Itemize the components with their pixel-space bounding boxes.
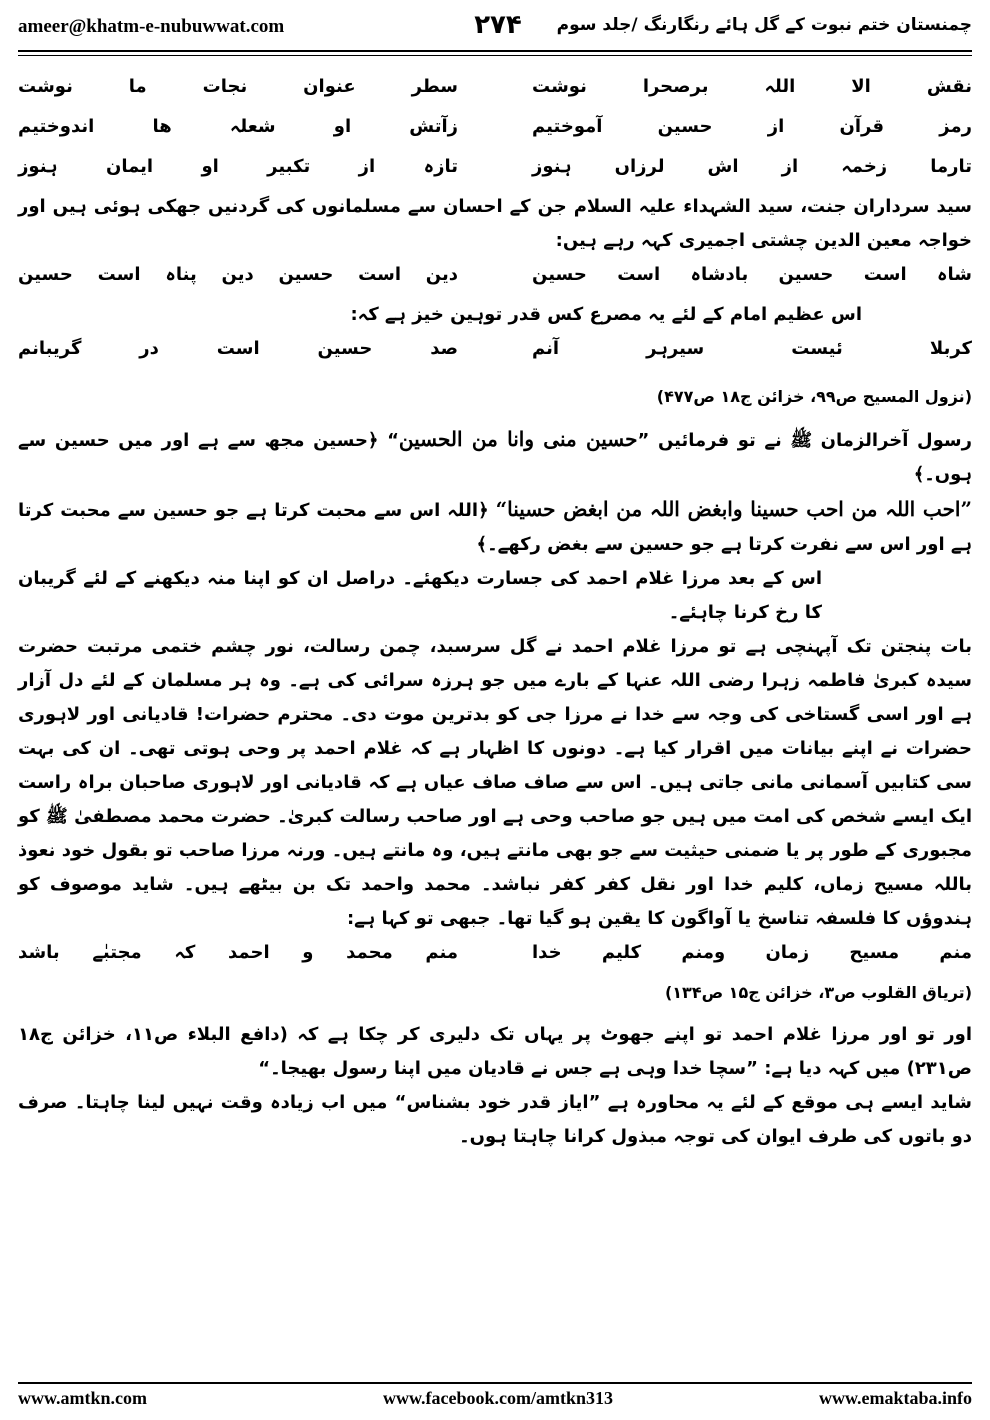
- verse-word: نقش: [926, 76, 972, 97]
- paragraph-hadith-husain: [18, 422, 972, 492]
- hemistich-right: [532, 942, 972, 963]
- paragraph-sardaran: سید سرداران جنت، سید الشہداء علیہ السلام جن کے احسان سے مسلمانوں کی گردنیں جھکی ہوئی ہیں اور خواجہ معین الدین چشتی اجمیری کہہ رہے ہیں:: [18, 196, 972, 251]
- verse-word: سطر: [411, 76, 458, 97]
- verse-word: الا: [851, 76, 871, 97]
- verse-word: رمز: [939, 116, 972, 137]
- verse-word: زآتش: [409, 116, 458, 137]
- verse-line-2: [18, 110, 972, 150]
- page-number: ۲۷۴: [474, 10, 522, 40]
- footer-link-emaktaba: www.emaktaba.info: [818, 1388, 972, 1408]
- verse-word: شاہ: [936, 264, 972, 285]
- verse-word: است: [358, 264, 402, 285]
- verse-word: ما: [128, 76, 147, 97]
- book-title: چمنستان ختم نبوت کے گل ہائے رنگارنگ /جلد سوم: [556, 15, 972, 35]
- verse-word: محمد: [346, 942, 393, 963]
- verse-word: کربلا: [929, 338, 972, 359]
- hemistich-right: [532, 264, 972, 285]
- footer-link-amtkn: www.amtkn.com: [18, 1388, 147, 1408]
- arabic-hadith: ”احب اللہ من احب حسینا وابغض اللہ من ابغض حسینا“: [495, 497, 972, 521]
- hemistich-right: [532, 116, 972, 137]
- verse-word: اللہ: [764, 76, 796, 97]
- verse-word: آموختیم: [532, 116, 603, 137]
- paragraph-ayaz: شاید ایسے ہی موقع کے لئے یہ محاورہ ہے ”ایاز قدر خود بشناس“ میں اب زیادہ وقت نہیں لینا چاہتا۔ صرف دو باتوں کی طرف ایوان کی توجہ مبذول کرانا چاہتا ہوں۔: [18, 1092, 972, 1147]
- verse-word: او: [201, 156, 219, 177]
- verse-word: منم: [425, 942, 458, 963]
- footer-rule: [18, 1382, 972, 1384]
- verse-word: زخمہ: [841, 156, 888, 177]
- verse-word: تارما: [930, 156, 972, 177]
- verse-word: ایمان: [105, 156, 154, 177]
- verse-word: بادشاہ: [690, 264, 749, 285]
- verse-word: از: [358, 156, 376, 177]
- verse-word: است: [617, 264, 661, 285]
- verse-word: زمان: [765, 942, 810, 963]
- page-header: [18, 8, 972, 52]
- verse-word: از: [781, 156, 799, 177]
- citation-tiryaq: (تریاق القلوب ص۳، خزائن ج۱۵ ص۱۳۴): [664, 983, 972, 1002]
- verse-word: تکبیر: [267, 156, 311, 177]
- verse-karbala: [18, 332, 972, 380]
- verse-word: ہنوز: [18, 156, 58, 177]
- verse-word: اش: [707, 156, 739, 177]
- verse-manam: [18, 936, 972, 976]
- paragraph-azim-imam: اس عظیم امام کے لئے یہ مصرع کس قدر توہین خیز ہے کہ:: [350, 304, 862, 325]
- verse-word: دین: [425, 264, 458, 285]
- paragraph-hadith-muhabbat: [18, 492, 972, 562]
- hemistich-left: [18, 156, 458, 177]
- hemistich-right: [532, 76, 972, 97]
- page-content: [18, 70, 972, 1154]
- paragraph-text: ﴿اللہ اس سے محبت کرتا ہے جو حسین سے محبت کرتا ہے اور اس سے نفرت کرتا ہے جو حسین سے بغض رکھے۔﴾: [18, 500, 972, 555]
- verse-word: در: [139, 338, 159, 359]
- arabic-hadith: حسین منی وانا من الحسین: [398, 427, 638, 451]
- verse-word: برصحرا: [642, 76, 709, 97]
- header-rule: [18, 50, 972, 52]
- verse-word: احمد: [228, 942, 270, 963]
- verse-line-3: [18, 150, 972, 190]
- paragraph-jasarat: اس کے بعد مرزا غلام احمد کی جسارت دیکھئے۔ دراصل ان کو اپنا منہ دیکھنے کے لئے گریبان کا رخ کرنا چاہئے۔: [18, 568, 822, 623]
- verse-word: ومنم: [681, 942, 726, 963]
- verse-word: اندوختیم: [18, 116, 95, 137]
- verse-word: ہنوز: [532, 156, 572, 177]
- verse-word: آنم: [532, 338, 560, 359]
- hemistich-left: [18, 264, 458, 285]
- verse-word: است: [97, 264, 141, 285]
- paragraph-text: “ ﴿حسین مجھ سے ہے اور میں حسین سے ہوں۔﴾: [18, 430, 972, 485]
- verse-word: سیرہر: [646, 338, 705, 359]
- verse-word: ھا: [152, 116, 172, 137]
- verse-word: حسین: [532, 264, 587, 285]
- verse-word: لرزاں: [614, 156, 665, 177]
- verse-word: است: [863, 264, 907, 285]
- hemistich-left: [18, 76, 458, 97]
- verse-word: مجتبٰے: [92, 942, 142, 963]
- verse-word: مسیح: [849, 942, 900, 963]
- citation-nuzul-masih: (نزول المسیح ص۹۹، خزائن ج۱۸ ص۴۷۷): [656, 387, 972, 406]
- verse-word: عنوان: [303, 76, 356, 97]
- verse-word: او: [333, 116, 352, 137]
- verse-word: شعلہ: [229, 116, 276, 137]
- verse-word: خدا: [532, 942, 562, 963]
- hemistich-left: [18, 338, 458, 359]
- verse-word: است: [216, 338, 260, 359]
- verse-word: و: [302, 942, 314, 963]
- page-footer: [18, 1388, 972, 1414]
- verse-word: کلیم: [601, 942, 642, 963]
- verse-word: دین: [221, 264, 254, 285]
- verse-line-1: [18, 70, 972, 110]
- hemistich-right: [532, 156, 972, 177]
- verse-word: از: [767, 116, 785, 137]
- verse-word: قرآن: [839, 116, 885, 137]
- verse-word: نوشت: [532, 76, 587, 97]
- paragraph-text: رسول آخرالزمان ﷺ نے تو فرمائیں ”: [637, 430, 972, 451]
- verse-word: حسین: [18, 264, 73, 285]
- header-email: ameer@khatm-e-nubuwwat.com: [18, 16, 285, 37]
- verse-word: منم: [939, 942, 972, 963]
- verse-word: تازہ: [423, 156, 458, 177]
- verse-word: کہ: [174, 942, 196, 963]
- verse-shah: [18, 258, 972, 298]
- verse-word: نوشت: [18, 76, 73, 97]
- header-rule-thin: [18, 55, 972, 56]
- verse-word: صد: [430, 338, 458, 359]
- verse-word: گریبانم: [18, 338, 82, 359]
- hemistich-right: [532, 338, 972, 359]
- hemistich-left: [18, 942, 458, 963]
- verse-word: پناہ: [165, 264, 197, 285]
- hemistich-left: [18, 116, 458, 137]
- verse-word: ئیست: [791, 338, 843, 359]
- paragraph-panjtan: بات پنجتن تک آپہنچی ہے تو مرزا غلام احمد نے گل سرسبد، چمن رسالت، نور چشم ختمی مرتبت حضرت سیدہ کبریٰ فاطمہ زہرا رضی اللہ عنہا کے بارے میں جو ہرزہ سرائی کی ہے۔ وہ ہر مسلمان کے لئے دل آزار ہے اور اسی گستاخی کی وجہ سے خدا نے مرزا جی کو بدترین موت دی۔ محترم حضرات! قادیانی اور لاہوری حضرات نے اپنے بیانات میں اقرار کیا ہے۔ دونوں کا اظہار ہے کہ غلام احمد پر وحی ہوتی تھی۔ ان کی بہت سی کتابیں آسمانی مانی جاتی ہیں۔ اس سے صاف صاف عیاں ہے کہ قادیانی اور لاہوری صاحبان براہ راست ایک ایسے شخص کی امت میں ہیں جو صاحب وحی ہے اور صاحب رسالت کبریٰ۔ حضرت محمد مصطفیٰ ﷺ کو مجبوری کے طور پر یا ضمنی حیثیت سے جو بھی مانتے ہیں، وہ مانتے ہیں۔ ورنہ مرزا صاحب تو بقول خود نعوذ باللہ مسیح زماں، کلیم خدا اور نقل کفر کفر نباشد۔ محمد واحمد تک بن بیٹھے ہیں۔ شاید موصوف کو ہندوؤں کا فلسفہ تناسخ یا آواگون کا یقین ہو گیا تھا۔ جبھی تو کہا ہے:: [18, 636, 972, 929]
- verse-word: حسین: [778, 264, 834, 285]
- verse-word: باشد: [18, 942, 60, 963]
- verse-word: حسین: [317, 338, 373, 359]
- verse-word: نجات: [202, 76, 248, 97]
- verse-word: حسین: [657, 116, 713, 137]
- paragraph-dilairi: اور تو اور مرزا غلام احمد تو اپنے جھوٹ پر یہاں تک دلیری کر چکا ہے کہ (دافع البلاء ص۱۱، خزائن ج۱۸ ص۲۳۱) میں کہہ دیا ہے: ”سچا خدا وہی ہے جس نے قادیان میں اپنا رسول بھیجا۔“: [18, 1024, 972, 1079]
- verse-word: حسین: [278, 264, 334, 285]
- footer-link-facebook: www.facebook.com/amtkn313: [383, 1388, 613, 1408]
